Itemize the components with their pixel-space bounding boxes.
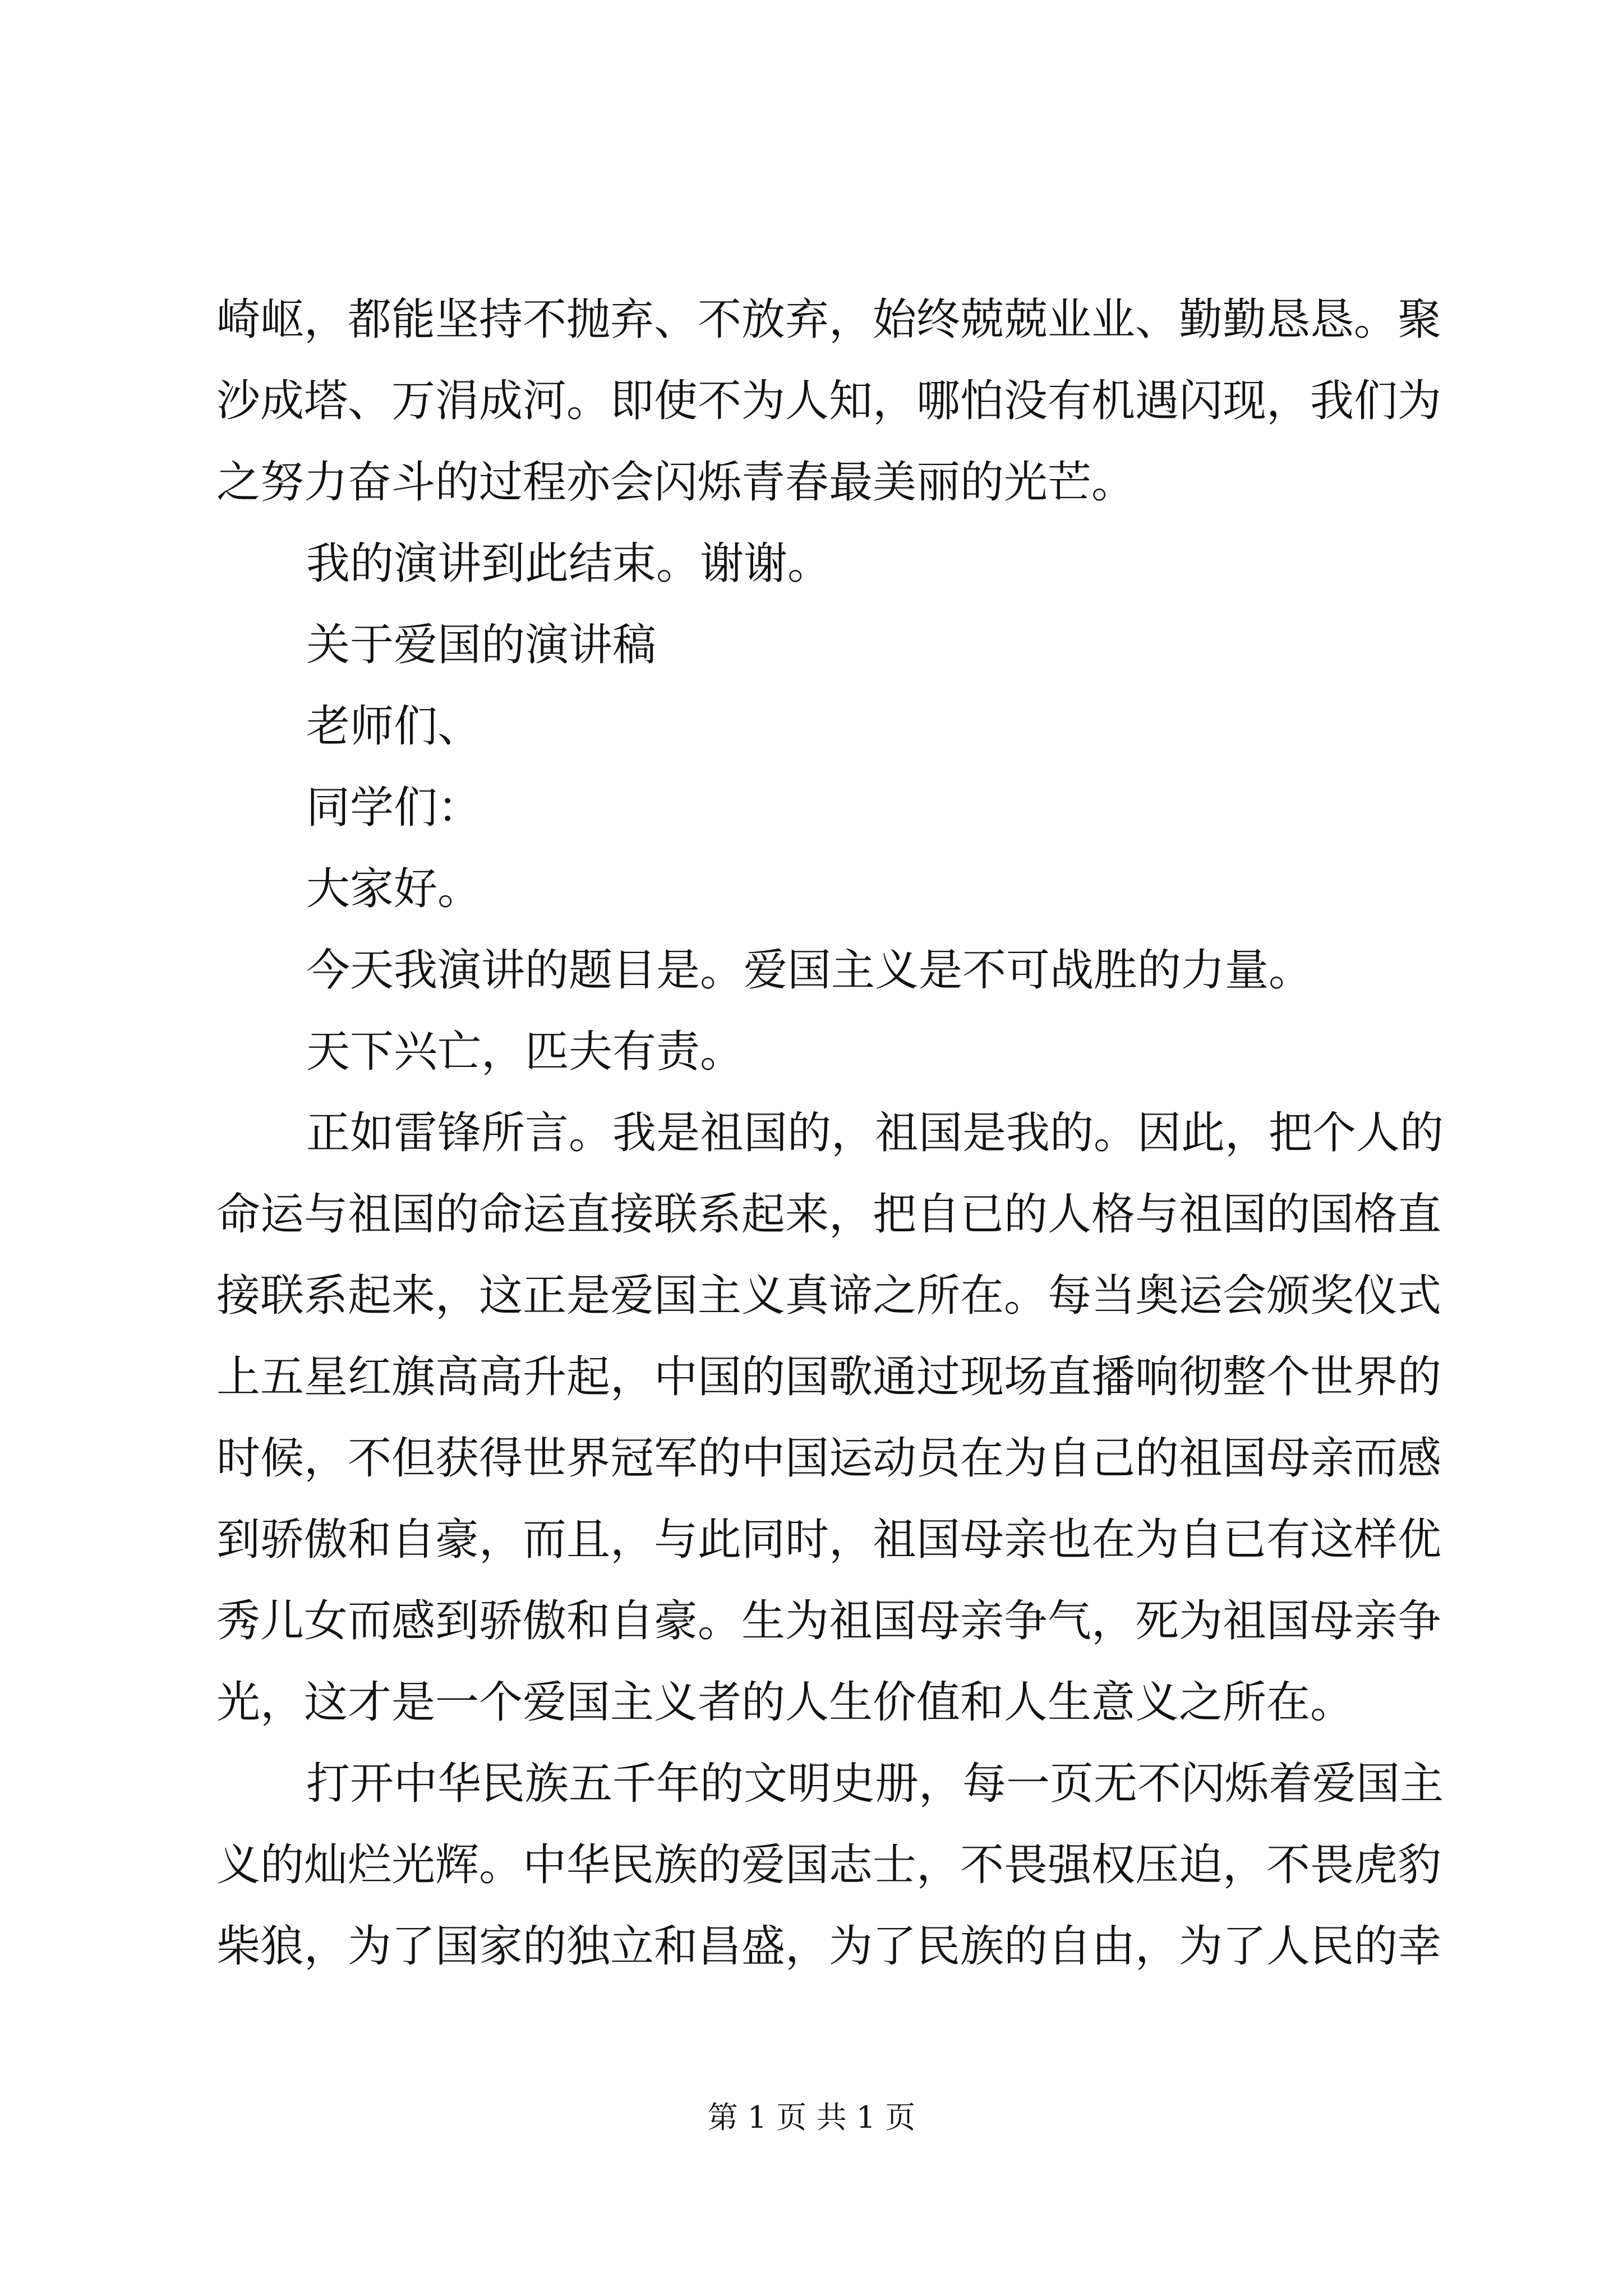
text-line: 天下兴亡，匹夫有责。	[306, 1027, 744, 1077]
text-line: 光，这才是一个爱国主义者的人生价值和人生意义之所在。	[216, 1677, 1354, 1728]
text-line: 打开中华民族五千年的文明史册，每一页无不闪烁着爱国主	[306, 1759, 1444, 1809]
text-line: 义的灿烂光辉。中华民族的爱国志士，不畏强权压迫，不畏虎豹	[216, 1840, 1442, 1890]
text-line: 时候，不但获得世界冠军的中国运动员在为自己的祖国母亲而感	[216, 1433, 1442, 1484]
text-line: 秀儿女而感到骄傲和自豪。生为祖国母亲争气，死为祖国母亲争	[216, 1596, 1442, 1646]
text-line: 命运与祖国的命运直接联系起来，把自已的人格与祖国的国格直	[216, 1189, 1442, 1240]
page-number-footer: 第 1 页 共 1 页	[707, 2100, 916, 2135]
text-line: 沙成塔、万涓成河。即使不为人知，哪怕没有机遇闪现，我们为	[216, 376, 1442, 426]
text-line: 之努力奋斗的过程亦会闪烁青春最美丽的光芒。	[216, 457, 1136, 508]
text-line: 到骄傲和自豪，而且，与此同时，祖国母亲也在为自已有这样优	[216, 1515, 1442, 1565]
text-line: 崎岖，都能坚持不抛弃、不放弃，始终兢兢业业、勤勤恳恳。聚	[216, 295, 1442, 345]
text-line: 大家好。	[306, 864, 482, 914]
text-line: 今天我演讲的题目是。爱国主义是不可战胜的力量。	[306, 945, 1313, 996]
document-heading: 关于爱国的演讲稿	[306, 620, 657, 670]
text-line: 接联系起来，这正是爱国主义真谛之所在。每当奥运会颁奖仪式	[216, 1271, 1442, 1321]
text-line: 我的演讲到此结束。谢谢。	[306, 539, 832, 589]
text-line: 柴狼，为了国家的独立和昌盛，为了民族的自由，为了人民的幸	[216, 1921, 1442, 1972]
text-line: 上五星红旗高高升起，中国的国歌通过现场直播响彻整个世界的	[216, 1352, 1442, 1402]
text-line: 老师们、	[306, 701, 482, 752]
text-line: 正如雷锋所言。我是祖国的，祖国是我的。因此，把个人的	[306, 1108, 1444, 1158]
text-line: 同学们：	[306, 783, 482, 833]
